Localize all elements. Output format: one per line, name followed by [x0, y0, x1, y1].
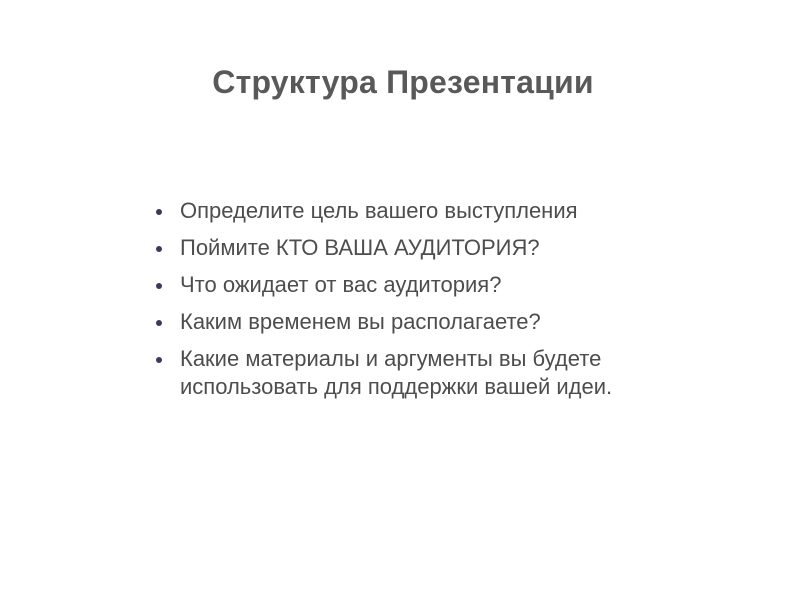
bullet-dot-icon: [156, 357, 162, 363]
bullet-item-expectations: [150, 271, 710, 299]
slide-title: Структура Презентации: [212, 64, 594, 100]
bullet-dot-icon: [156, 320, 162, 326]
bullet-text: Какие материалы и аргументы вы будете использовать для поддержки вашей идеи.: [180, 346, 613, 399]
bullet-text: Каким временем вы располагаете?: [180, 309, 541, 334]
bullet-item-materials: [150, 345, 710, 401]
bullet-text: Определите цель вашего выступления: [180, 198, 578, 223]
bullet-text: Поймите КТО ВАША АУДИТОРИЯ?: [180, 235, 540, 260]
bullet-dot-icon: [156, 209, 162, 215]
bullet-item-goal: [150, 197, 710, 225]
bullet-item-audience: [150, 234, 710, 262]
bullet-dot-icon: [156, 246, 162, 252]
bullet-text: Что ожидает от вас аудитория?: [180, 272, 502, 297]
bullet-dot-icon: [156, 283, 162, 289]
bullet-list: [150, 197, 710, 410]
bullet-item-time: [150, 308, 710, 336]
